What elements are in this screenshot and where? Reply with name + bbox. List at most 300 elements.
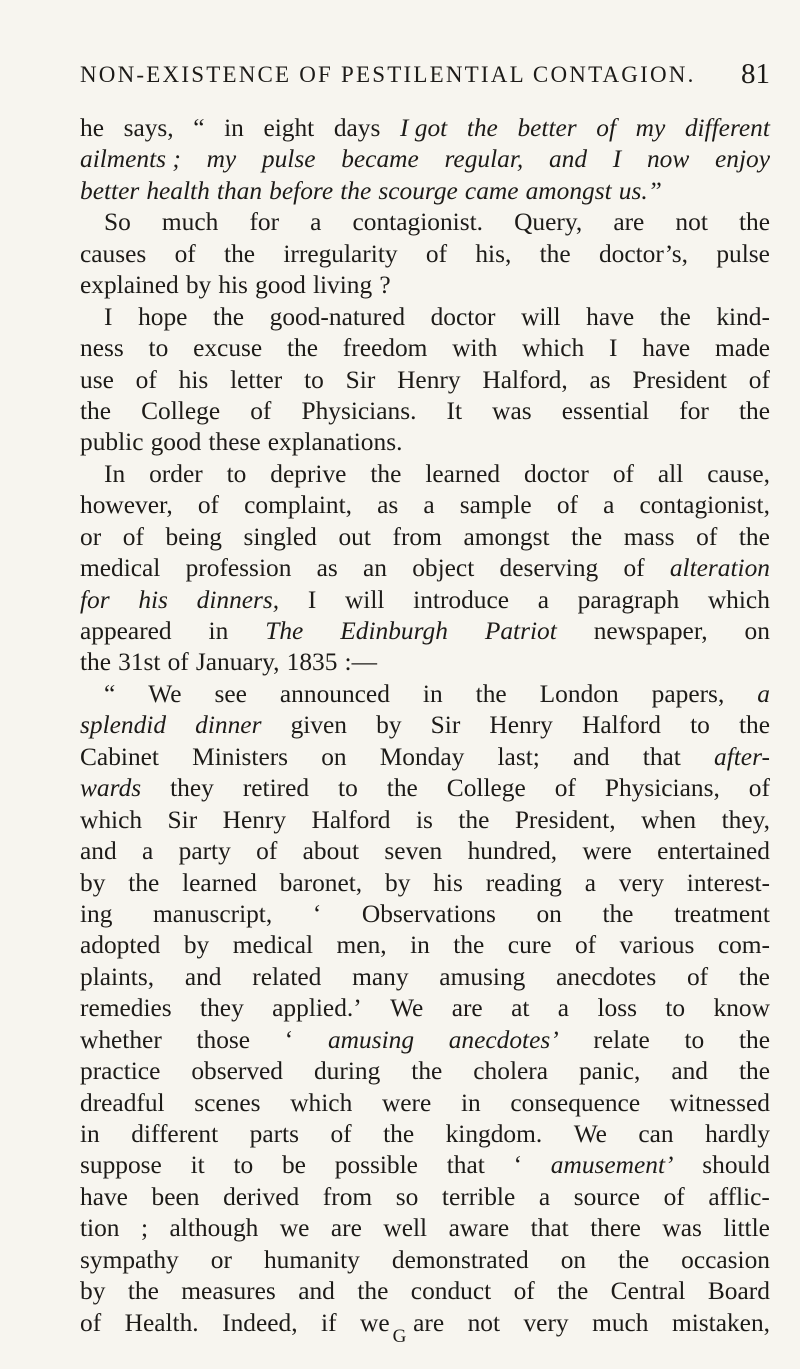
word: of [596,114,617,142]
word: the [224,239,256,268]
word: the [340,176,372,205]
word: kingdom. [445,1120,543,1148]
word: dinners, [196,585,280,614]
word: seven [384,837,443,866]
word: says, [123,114,174,142]
word: a [603,491,615,520]
word: of [80,1308,102,1337]
text-line [80,396,770,427]
word: practice [80,1057,161,1086]
word: on [560,1245,587,1274]
word: that [530,1214,569,1243]
word: will [344,585,385,614]
word: ing [80,899,113,928]
word: which [522,334,585,363]
word: letter [230,365,283,394]
word: cure [507,931,552,960]
word: ness [80,334,124,363]
word: ‘ [284,1025,294,1054]
word: have [586,302,635,331]
word: from [392,522,442,551]
word: is [415,805,433,834]
word: days [333,114,381,142]
word: afflic- [708,1182,770,1211]
word: College [446,774,526,803]
word: plaints, [80,962,155,991]
word: consequence [510,1088,641,1117]
word: have [642,334,691,363]
word: Observations [361,899,496,928]
word: of [330,1120,352,1148]
word: singled [243,522,317,551]
word: baronet, [279,868,363,897]
word: ailments ; [80,145,181,174]
word: observed [191,1057,283,1086]
word: applied.’ [272,994,362,1023]
word: his, [475,239,512,268]
word: terrible [441,1182,516,1211]
text-line [80,1056,770,1087]
word: a [537,585,549,614]
text-line [80,868,770,899]
word: mistaken, [671,1308,770,1337]
word: he [80,114,104,142]
word: I [612,145,622,174]
word: the [383,1120,415,1148]
text-line [80,365,770,396]
word: enjoy [715,145,770,174]
text-line [80,742,770,773]
word: doctor’s, [598,239,689,268]
text-line [80,1276,770,1307]
word: those [196,1025,251,1054]
text-line [80,333,770,364]
word: there [590,1214,641,1243]
word: which [80,805,143,834]
word: about [302,837,360,866]
word: measures [181,1277,276,1306]
text-line [80,647,770,678]
word: alteration [669,554,770,583]
word: essential [561,396,650,425]
word: a [557,994,570,1023]
signature-mark: G [392,1326,408,1347]
word: explained [80,271,179,300]
word: complaint, [244,491,353,520]
text-line [80,616,770,647]
word: medical [80,554,161,583]
word: to [684,1025,705,1054]
word: President, [514,805,616,834]
word: the [618,1245,650,1274]
text-line [80,962,770,993]
word: now [646,145,690,174]
word: an [363,554,387,583]
word: of [554,774,576,803]
word: than [216,176,263,205]
word: in [422,679,443,708]
word: the [127,1277,159,1306]
word: com- [717,931,770,960]
word: derived [223,1182,300,1211]
word: being [165,522,222,551]
word: announced [279,679,390,708]
word: the [458,805,490,834]
word: public [80,428,144,457]
word: on [321,742,347,771]
word: :— [344,648,377,677]
word: occasion [681,1245,770,1274]
word: better [517,114,577,142]
word: I [307,585,317,614]
word: anecdotes [556,962,657,991]
word: of [425,239,448,268]
word: pulse [716,239,770,268]
text-line [80,993,770,1024]
word: Indeed, [222,1308,298,1337]
text-line [80,427,770,458]
word: my [635,114,666,142]
word: sympathy [80,1245,179,1274]
text-line [80,270,770,301]
word: I got [399,114,448,142]
word: humanity [263,1245,360,1274]
word: my [206,145,237,174]
word: of [663,1182,685,1211]
word: a [538,1182,551,1211]
word: explanations. [267,428,403,457]
word: which [290,1088,353,1117]
word: by [80,1277,106,1306]
running-head: NON-EXISTENCE OF PESTILENTIAL CONTAGION. [80,62,696,87]
word: became [341,145,419,174]
text-line [80,1025,770,1056]
word: in [410,931,430,960]
word: as [589,365,611,394]
word: interest- [686,868,770,897]
word: and [184,962,222,991]
word: the [738,208,770,237]
word: different [684,114,770,142]
word: on [744,617,770,645]
word: on [536,899,562,928]
word: out [338,522,371,551]
word: in [80,1120,100,1148]
word: splendid [80,711,167,740]
word: Sir [430,711,461,740]
word: ? [379,271,391,300]
word: relate [593,1025,650,1054]
word: of [197,491,220,520]
word: in [224,114,244,142]
word: by [376,711,402,740]
word: in [208,617,229,645]
word: that [642,742,681,771]
word: as [377,491,399,520]
word: cause, [707,459,770,488]
word: newspaper, [593,617,708,645]
word: Physicians. [301,396,417,425]
word: panic, [578,1057,641,1086]
text-line [80,144,770,175]
word: 31st [118,648,161,677]
word: or [80,522,102,551]
word: the [370,459,402,488]
word: sample [459,491,532,520]
word: London [539,679,619,708]
word: dreadful [80,1088,165,1117]
word: possible [334,1151,418,1180]
word: they [200,994,244,1023]
word: a [423,491,435,520]
word: I [104,302,113,331]
word: by [385,868,411,897]
word: Halford [311,805,391,834]
word: can [638,1120,674,1148]
text-line [80,1150,770,1181]
word: ‘ [312,899,322,928]
word: “ [104,679,116,708]
word: the [738,396,770,425]
word: have [80,1182,128,1211]
word: President [632,365,727,394]
word: the [466,114,498,142]
word: in [460,1088,481,1117]
word: a [757,679,770,708]
word: of [686,962,709,991]
word: a [584,868,596,897]
word: of [612,459,634,488]
word: cholera [473,1057,548,1086]
word: and [80,837,117,866]
word: should [702,1151,770,1180]
word: doctor [524,459,589,488]
word: the [738,711,770,740]
word: medical [232,931,314,960]
word: his [138,585,168,614]
word: Health. [124,1308,199,1337]
word: the [80,396,112,425]
word: deserving [499,554,599,583]
word: source [573,1182,640,1211]
word: paragraph [577,585,680,614]
word: the [128,868,160,897]
word: we [279,1214,310,1243]
text-line [80,207,770,238]
text-line [80,836,770,867]
word: mass [623,522,675,551]
text-line [80,113,770,144]
word: these [208,428,261,457]
word: of [748,774,770,803]
text-line [80,302,770,333]
word: from [322,1182,373,1211]
word: living [312,271,373,300]
word: eight [263,114,315,142]
text-line [80,490,770,521]
word: of [513,1277,535,1306]
text-line [80,459,770,490]
word: to [338,774,358,803]
word: know [713,994,770,1023]
word: not [675,208,708,237]
word: which [707,585,770,614]
word: of [574,931,597,960]
text-line [80,522,770,553]
word: Central [610,1277,686,1306]
text-line [80,930,770,961]
word: Query, [514,208,583,237]
word: irregularity [283,239,398,268]
word: Cabinet [80,742,159,771]
word: kind- [716,302,770,331]
word: came [464,176,519,205]
word: of [748,365,770,394]
word: amusing [439,962,526,991]
word: good-natured [269,302,406,331]
word: wards [80,774,142,803]
word: Physicians, [604,774,720,803]
word: of [256,837,278,866]
word: his [433,868,463,897]
word: January, [195,648,280,677]
word: retired [242,774,310,803]
word: Ministers [192,742,289,771]
word: the [738,1025,770,1054]
word: various [619,931,695,960]
word: they, [721,805,770,834]
word: the [357,1277,389,1306]
word: very [523,1308,569,1337]
word: for [679,396,709,425]
word: the [386,774,418,803]
word: for [249,208,280,237]
word: learned [425,459,501,488]
word: a [142,837,154,866]
word: better [80,176,140,205]
word: are [330,1214,362,1243]
word: a [310,208,322,237]
word: health [146,176,210,205]
word: the [475,679,507,708]
word: were [582,837,632,866]
word: Sir [345,365,376,394]
word: entertained [657,837,770,866]
text-line [80,805,770,836]
word: Monday [379,742,465,771]
word: conduct [410,1277,492,1306]
word: very [618,868,664,897]
word: the [738,1057,770,1086]
word: Henry [222,805,287,834]
word: papers, [651,679,725,708]
word: remedies [80,994,172,1023]
word: hundred, [467,837,558,866]
word: of [623,554,645,583]
word: treatment [674,899,770,928]
word: for [80,585,110,614]
word: scourge [378,176,458,205]
word: amusing [327,1025,415,1054]
text-line [80,176,770,207]
word: that [446,1151,485,1180]
word: his [218,271,248,300]
body-text [80,113,770,1339]
word: reading [485,868,562,897]
word: different [131,1120,219,1148]
word: the [80,648,112,677]
word: I [608,334,618,363]
word: to [148,334,169,363]
word: Sir [167,805,198,834]
word: Henry [489,711,553,740]
word: of [122,522,144,551]
word: Patriot [484,617,557,645]
word: loss [597,994,637,1023]
word: aware [448,1214,510,1243]
word: the [738,962,770,991]
word: contagionist, [639,491,770,520]
word: of [250,396,272,425]
word: the [738,522,770,551]
word: was [492,396,532,425]
word: So [104,208,131,237]
word: Halford, [482,365,568,394]
word: hope [138,302,188,331]
word: learned [182,868,257,897]
word: The [265,617,304,645]
word: freedom [342,334,428,363]
word: last; [497,742,540,771]
word: introduce [413,585,510,614]
word: parts [249,1120,299,1148]
word: of [135,365,157,394]
word: much [161,208,219,237]
word: the [557,1277,589,1306]
word: We [573,1120,607,1148]
word: use [80,365,114,394]
word: We [390,994,424,1023]
word: causes [80,239,147,268]
word: be [281,1151,306,1180]
word: demonstrated [391,1245,529,1274]
word: regular, [444,145,524,174]
word: party [178,837,231,866]
word: see [214,679,247,708]
text-line [80,239,770,270]
word: many [352,962,409,991]
word: are [613,208,645,237]
word: deprive [270,459,347,488]
word: anecdotes’ [448,1025,559,1054]
word: profession [185,554,292,583]
word: the [659,302,691,331]
word: ‘ [513,1151,523,1180]
word: contagionist. [352,208,483,237]
word: well [383,1214,428,1243]
text-line [80,1182,770,1213]
word: Halford [582,711,661,740]
word: object [412,554,475,583]
word: by [185,271,212,300]
word: the [539,239,571,268]
word: not [467,1308,501,1337]
text-line [80,553,770,584]
word: when [641,805,697,834]
word: to [690,711,710,740]
word: are [451,994,483,1023]
text-line [80,1213,770,1244]
